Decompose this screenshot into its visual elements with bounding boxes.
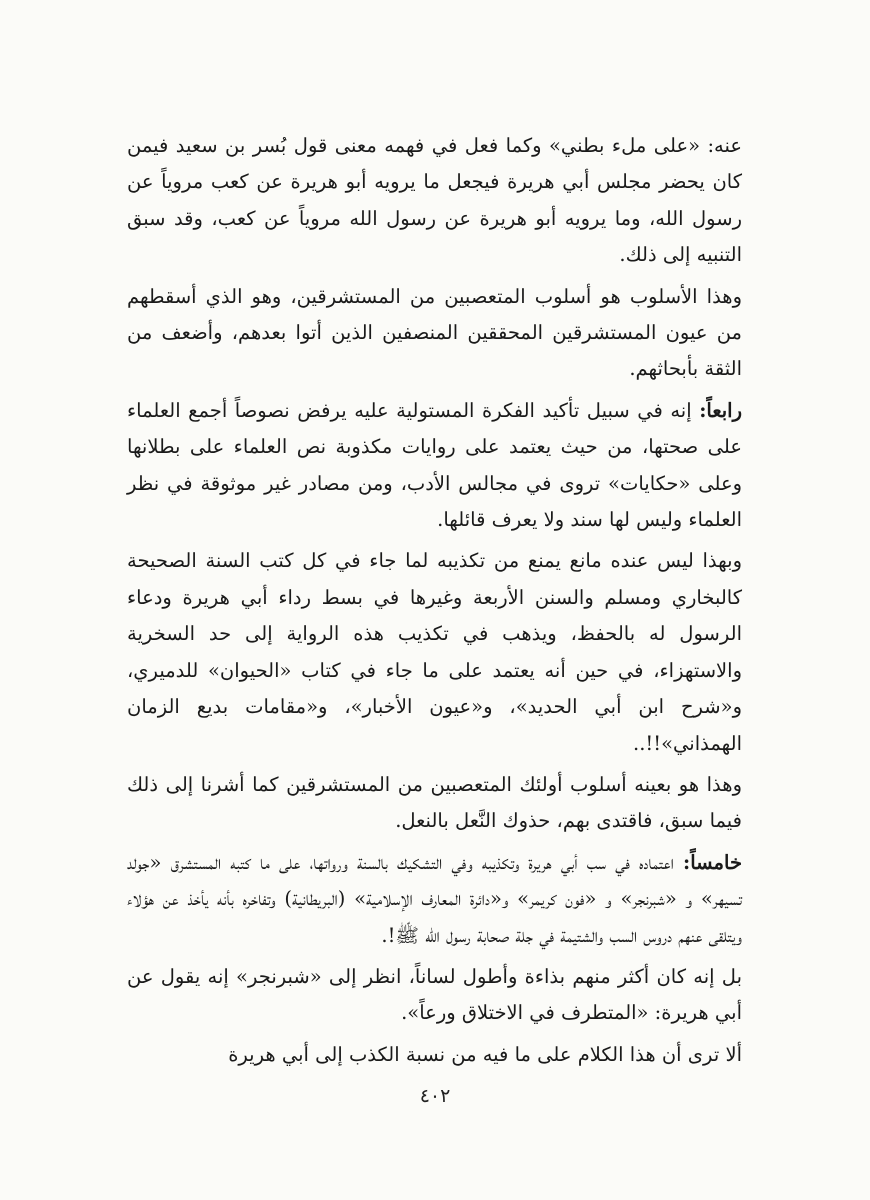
paragraph-text: عنه: «على ملء بطني» وكما فعل في فهمه معنى قول بُسر بن سعيد فيمن كان يحضر مجلس أبي هريرة فيجعل ما يرويه أبو هريرة عن كعب مروياً عن رسول الله، وما يرويه أبو هريرة عن رسول الله مروياً عن كعب، وقد سبق التنبيه إلى ذلك. bbox=[127, 134, 742, 267]
paragraph-text: وهذا هو بعينه أسلوب أولئك المتعصبين من المستشرقين كما أشرنا إلى ذلك فيما سبق، فاقتدى بهم، حذوك النَّعل بالنعل. bbox=[127, 772, 742, 833]
paragraph-heading: رابعاً: bbox=[699, 398, 742, 422]
page-number: ٤٠٢ bbox=[419, 1085, 451, 1107]
paragraph-text: بل إنه كان أكثر منهم بذاءة وأطول لساناً، انظر إلى «شبرنجر» إنه يقول عن أبي هريرة: «المتطرف في الاختلاق ورعاً». bbox=[127, 964, 742, 1025]
paragraph-6 bbox=[127, 845, 742, 954]
paragraph-8 bbox=[127, 1037, 742, 1073]
paragraph-text: اعتماده في سب أبي هريرة وتكذيبه وفي التشكيك بالسنة ورواتها، على ما كتبه المستشرق «جولد تسيهر» و «شبرنجر» و «فون كريمر» و«دائرة المعارف الإسلامية» (البريطانية) وتفاخره بأنه يأخذ عن هؤلاء ويتلقى عنهم دروس السب والشتيمة في جلة صحابة رسول الله ﷺ!. bbox=[127, 850, 742, 947]
paragraph-text: إنه في سبيل تأكيد الفكرة المستولية عليه يرفض نصوصاً أجمع العلماء على صحتها، من حيث يعتمد على روايات مكذوبة نص العلماء على بطلانها وعلى «حكايات» تروى في مجالس الأدب، ومن مصادر غير موثوقة في نظر العلماء وليس لها سند ولا يعرف قائلها. bbox=[127, 398, 742, 532]
paragraph-7 bbox=[127, 959, 742, 1032]
paragraph-text: وبهذا ليس عنده مانع يمنع من تكذيبه لما جاء في كل كتب السنة الصحيحة كالبخاري ومسلم والسنن الأربعة وغيرها في بسط رداء أبي هريرة ودعاء الرسول له بالحفظ، ويذهب في تكذيب هذه الرواية إلى حد السخرية والاستهزاء، في حين أنه يعتمد على ما جاء في كتاب «الحيوان» للدميري، و«شرح ابن أبي الحديد»، و«عيون الأخبار»، و«مقامات بديع الزمان الهمذاني»!!.. bbox=[127, 549, 742, 755]
paragraph-5 bbox=[127, 767, 742, 840]
body-text bbox=[127, 128, 742, 1078]
paragraph-1 bbox=[127, 128, 742, 274]
paragraph-4 bbox=[127, 543, 742, 761]
paragraph-heading: خامساً: bbox=[683, 850, 742, 874]
paragraph-2 bbox=[127, 279, 742, 388]
paragraph-text: ألا ترى أن هذا الكلام على ما فيه من نسبة الكذب إلى أبي هريرة bbox=[228, 1042, 742, 1066]
paragraph-text: وهذا الأسلوب هو أسلوب المتعصبين من المستشرقين، وهو الذي أسقطهم من عيون المستشرقين المحققين المنصفين الذين أتوا بعدهم، وأضعف من الثقة بأبحاثهم. bbox=[127, 284, 742, 381]
paragraph-3 bbox=[127, 393, 742, 539]
